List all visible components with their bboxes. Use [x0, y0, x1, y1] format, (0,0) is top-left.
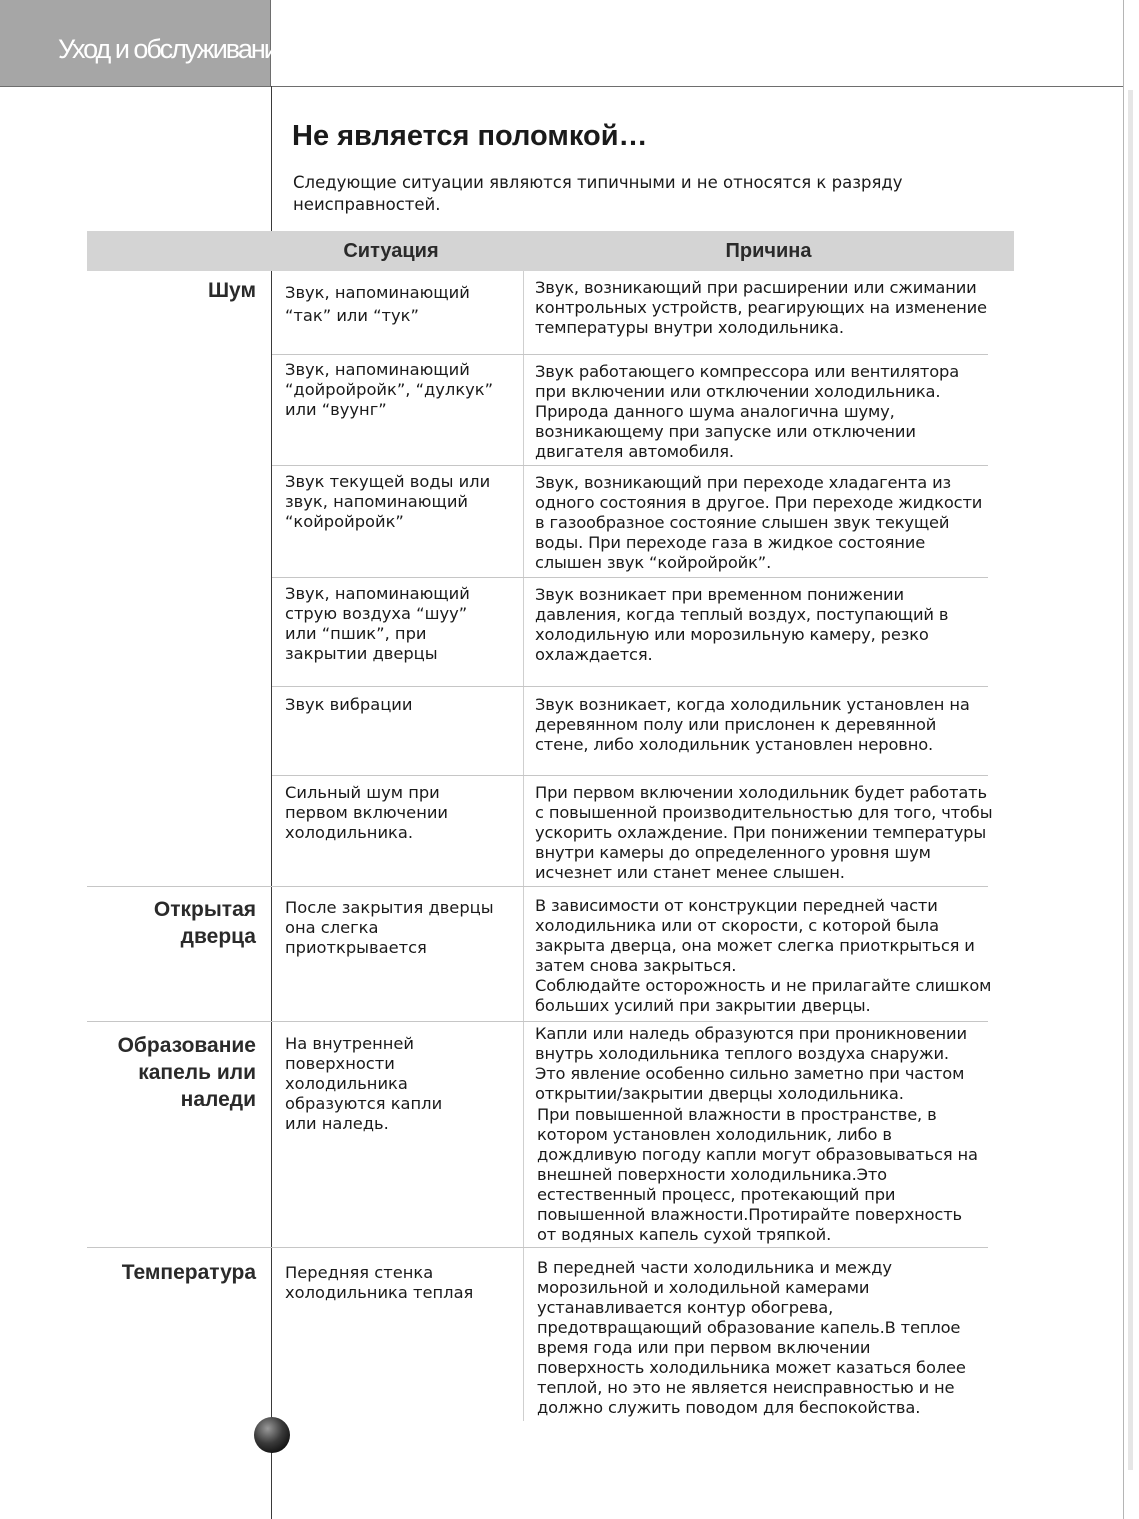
- cause-cell: Звук возникает при временном понижении давления, когда теплый воздух, поступающий в холодильную или морозильную камеру, резко охлаждается.: [535, 585, 949, 664]
- situation-cell: Звук, напоминающий “так” или “тук”: [285, 283, 470, 325]
- column-header-situation: Ситуация: [343, 240, 439, 262]
- row-divider: [272, 465, 988, 466]
- intro-text: Следующие ситуации являются типичными и не относятся к разряду неисправностей.: [293, 173, 903, 214]
- row-divider: [272, 577, 988, 578]
- section-tab: [0, 0, 290, 86]
- category-divider: [87, 1247, 988, 1248]
- row-divider: [272, 775, 988, 776]
- cause-cell: В зависимости от конструкции передней части холодильника или от скорости, с которой была закрыта дверца, она может слегка приоткрыться и затем снова закрыться. Соблюдайте осторожность и не прилагайте слишком больших усилий при закрытии дверцы.: [535, 896, 992, 1015]
- situation-cell: Передняя стенка холодильника теплая: [285, 1263, 474, 1302]
- section-title: Уход и обслуживание: [58, 34, 290, 64]
- page-marker-dot: [254, 1417, 290, 1453]
- margin-rule: [271, 86, 272, 1519]
- category-temperature: Температура: [121, 1261, 256, 1284]
- cause-cell: Звук работающего компрессора или вентилятора при включении или отключении холодильника. Природа данного шума аналогична шуму, возникающему при запуске или отключении двигателя автомобиля.: [535, 362, 960, 461]
- situation-cell: Сильный шум при первом включении холодильника.: [285, 783, 448, 842]
- situation-cell: Звук вибрации: [285, 695, 413, 714]
- cause-cell-extra: При повышенной влажности в пространстве, в котором установлен холодильник, либо в дождливую погоду капли могут образовываться на внешней поверхности холодильника.Это естественный процесс, протекающий при повышенной влажности.Протирайте поверхность от водяных капель сухой тряпкой.: [537, 1105, 978, 1244]
- column-divider: [523, 271, 524, 1421]
- situation-cell: Звук, напоминающий “дойройройк”, “дулкук” или “вуунг”: [285, 360, 494, 419]
- cause-cell: Звук, возникающий при переходе хладагента из одного состояния в другое. При переходе жидкости в газообразное состояние слышен звук текущей воды. При переходе газа в жидкое состояние слышен звук “койройройк”.: [535, 473, 983, 572]
- category-noise: Шум: [207, 279, 256, 302]
- page-edge-bar: [1123, 0, 1139, 1519]
- cause-cell: В передней части холодильника и между морозильной и холодильной камерами устанавливается контур обогрева, предотвращающий образование капель.В теплое время года или при первом включении поверхность холодильника может казаться более теплой, но это не является неисправностью и не должно служить поводом для беспокойства.: [537, 1258, 966, 1417]
- category-divider: [87, 1021, 988, 1022]
- table-header: [87, 231, 1014, 271]
- situation-cell: Звук, напоминающий струю воздуха “шуу” или “пшик”, при закрытии дверцы: [285, 584, 470, 663]
- page-title: Не является поломкой…: [292, 120, 648, 152]
- cause-cell: При первом включении холодильник будет работать с повышенной производительностью для того, чтобы ускорить охлаждение. При понижении температуры внутри камеры до определенного уровня шум исчезнет или станет менее слышен.: [535, 783, 993, 882]
- row-divider: [272, 686, 988, 687]
- situation-cell: После закрытия дверцы она слегка приоткрывается: [285, 898, 494, 957]
- situation-cell: Звук текущей воды или звук, напоминающий “койройройк”: [285, 472, 491, 531]
- category-divider: [87, 886, 988, 887]
- cause-cell: Звук возникает, когда холодильник установлен на деревянном полу или прислонен к деревянной стене, либо холодильник установлен неровно.: [535, 695, 970, 754]
- category-open-door: Открытая дверца: [153, 898, 256, 948]
- situation-cell: На внутренней поверхности холодильника образуются капли или наледь.: [285, 1034, 443, 1133]
- column-header-cause: Причина: [725, 240, 812, 262]
- header-divider: [0, 86, 1139, 87]
- row-divider: [272, 354, 988, 355]
- category-drops: Образование капель или наледи: [117, 1034, 256, 1111]
- cause-cell: Звук, возникающий при расширении или сжимании контрольных устройств, реагирующих на изменение температуры внутри холодильника.: [535, 278, 987, 337]
- cause-cell: Капли или наледь образуются при проникновении внутрь холодильника теплого воздуха снаружи. Это явление особенно сильно заметно при частом открытии/закрытии дверцы холодильника.: [535, 1024, 967, 1103]
